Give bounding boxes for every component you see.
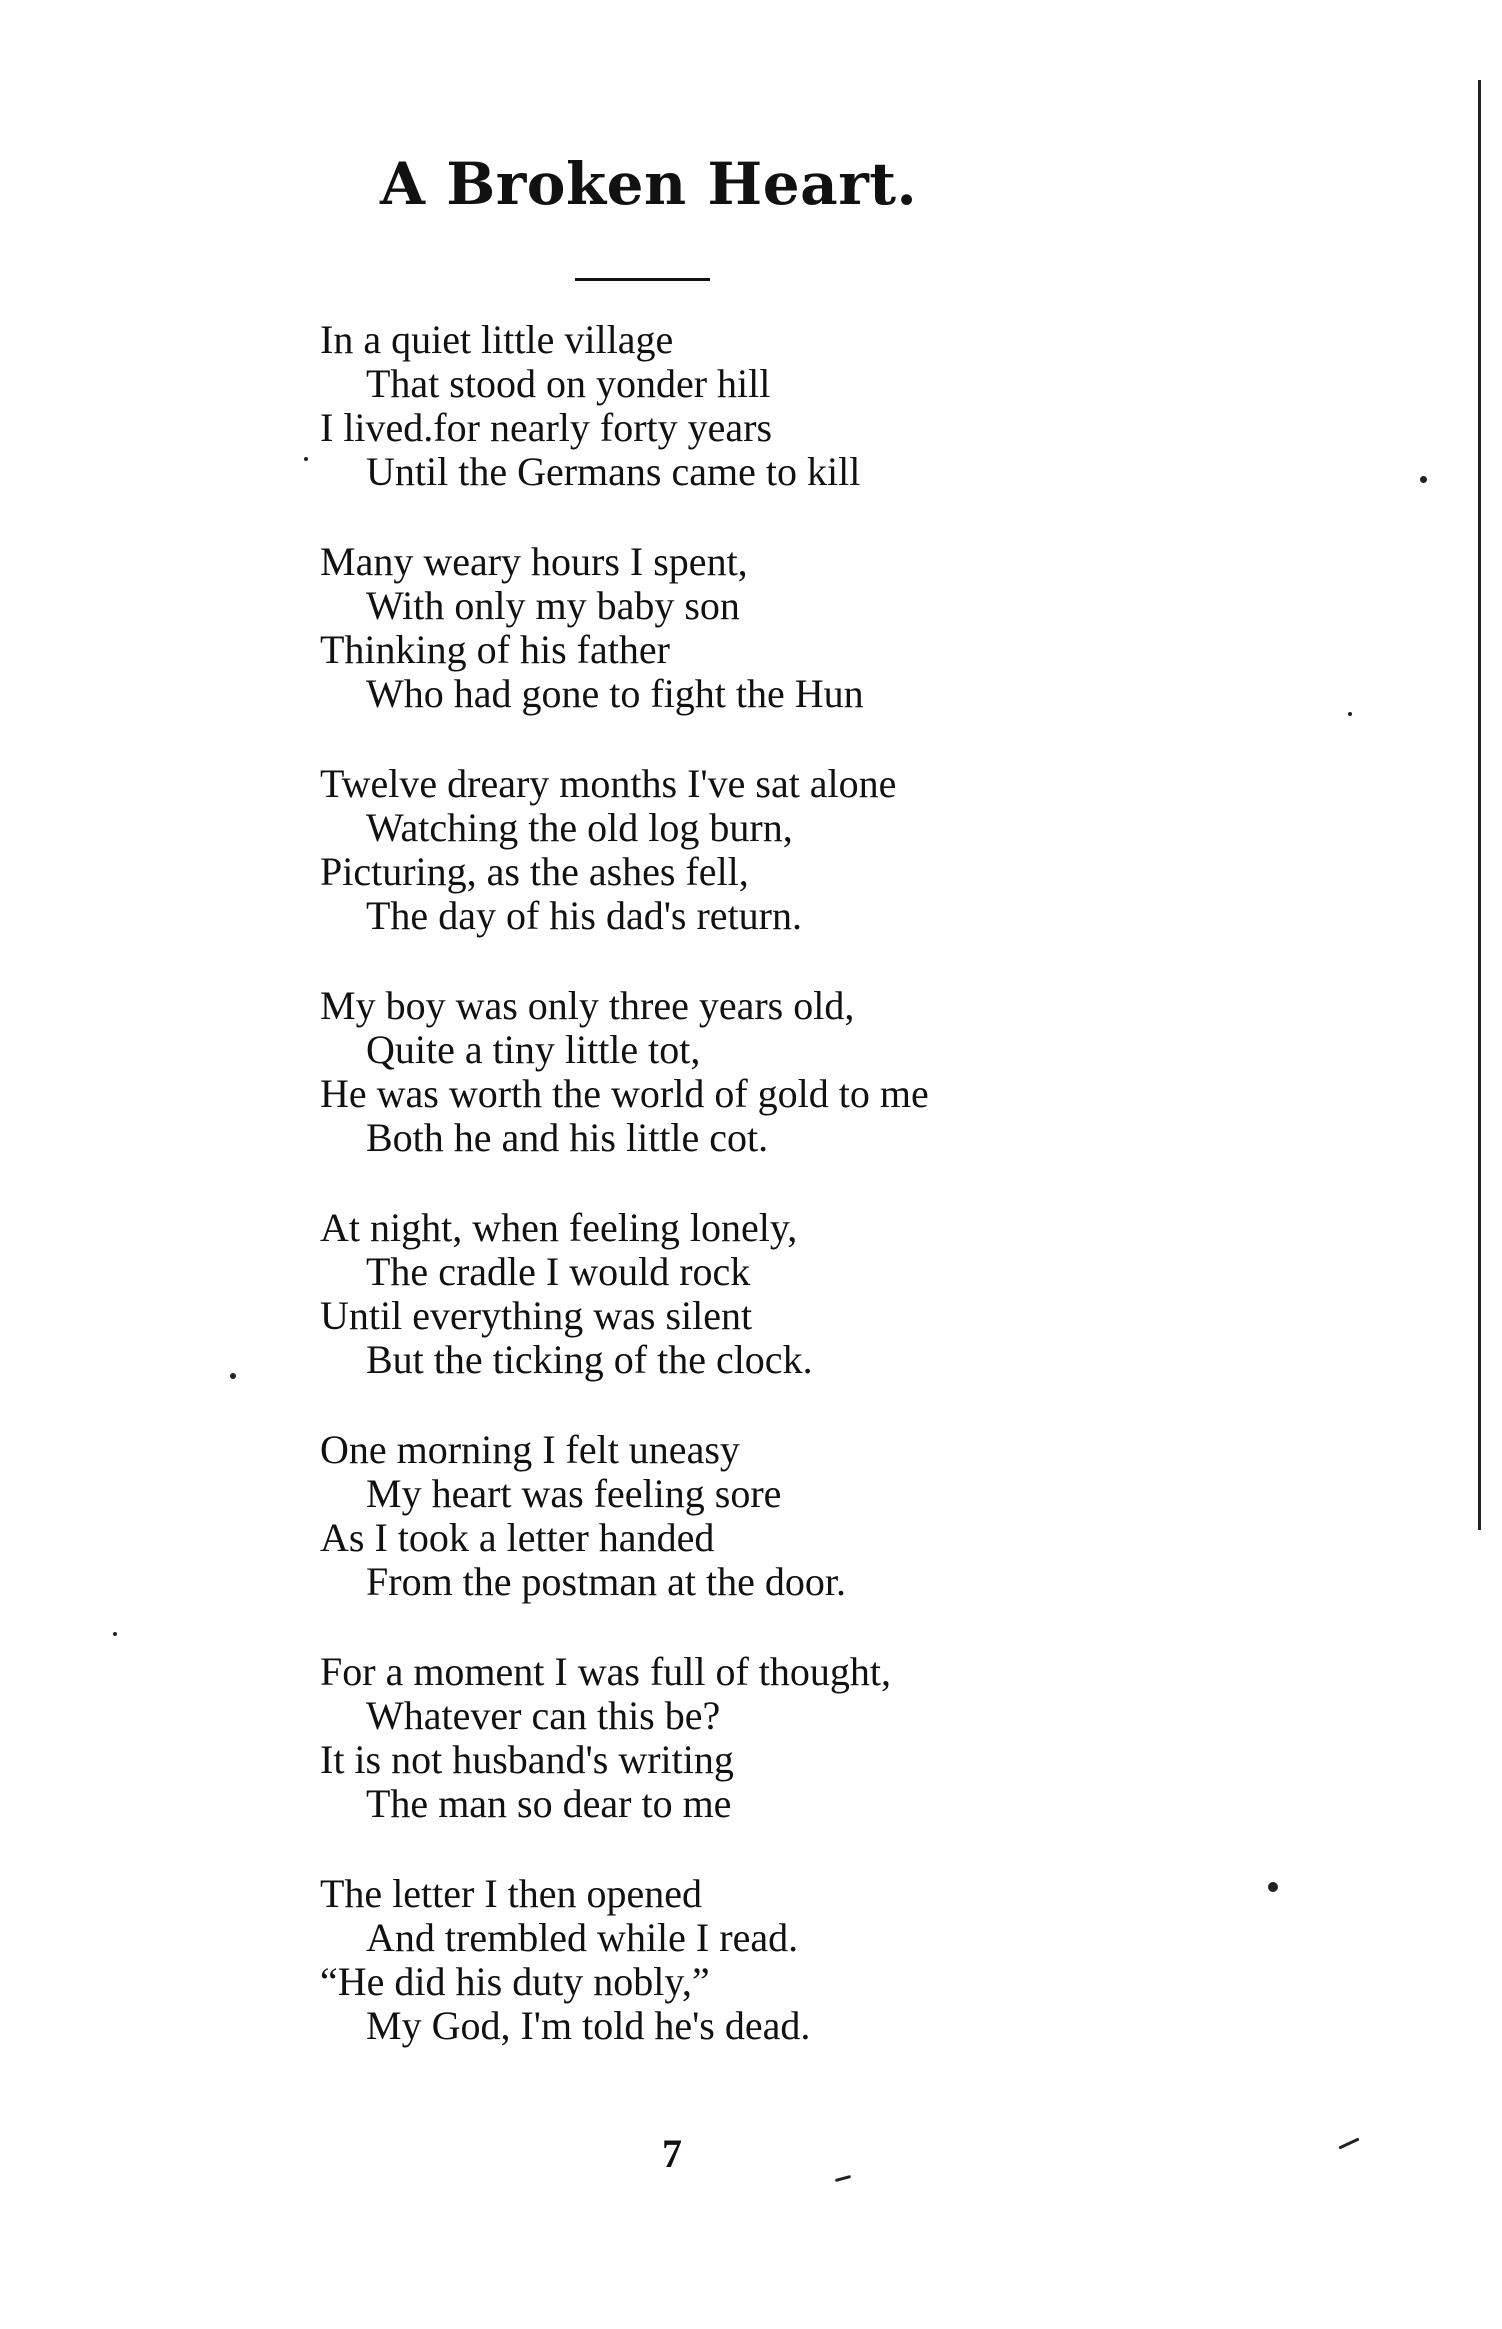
- poem-line: But the ticking of the clock.: [366, 1337, 813, 1382]
- poem-line: That stood on yonder hill: [366, 361, 771, 406]
- poem-line: The letter I then opened: [320, 1871, 703, 1916]
- poem-line: Thinking of his father: [320, 627, 670, 672]
- scan-speck: [113, 1632, 117, 1636]
- poem-line: Twelve dreary months I've sat alone: [320, 761, 897, 806]
- poem-title: A Broken Heart.: [380, 150, 918, 218]
- poem-line: Many weary hours I spent,: [320, 539, 748, 584]
- poem-line: Until the Germans came to kill: [366, 449, 861, 494]
- stanza: [320, 540, 1320, 716]
- poem-line: Until everything was silent: [320, 1293, 753, 1338]
- poem-line: The day of his dad's return.: [366, 893, 802, 938]
- scan-speck: [230, 1373, 236, 1379]
- poem-line: Picturing, as the ashes fell,: [320, 849, 749, 894]
- poem-line: From the postman at the door.: [366, 1559, 846, 1604]
- stanza: [320, 1650, 1320, 1826]
- poem-line: Quite a tiny little tot,: [366, 1027, 701, 1072]
- poem-line: As I took a letter handed: [320, 1515, 715, 1560]
- poem-line: It is not husband's writing: [320, 1737, 734, 1782]
- stanza: [320, 318, 1320, 494]
- poem-line: Who had gone to fight the Hun: [366, 671, 864, 716]
- stanza: [320, 762, 1320, 938]
- poem-line: And trembled while I read.: [366, 1915, 799, 1960]
- stanza: [320, 1872, 1320, 2048]
- stanza: [320, 984, 1320, 1160]
- poem-line: My heart was feeling sore: [366, 1471, 782, 1516]
- poem-line: For a moment I was full of thought,: [320, 1649, 892, 1694]
- poem-line: “He did his duty nobly,”: [320, 1959, 710, 2004]
- scan-speck: [1348, 712, 1352, 716]
- poem-line: In a quiet little village: [320, 317, 674, 362]
- stanza: [320, 1428, 1320, 1604]
- page-edge-rule: [1478, 80, 1481, 1530]
- poem-body: [320, 318, 1320, 2094]
- page-number: 7: [662, 2131, 682, 2176]
- poem-line: At night, when feeling lonely,: [320, 1205, 798, 1250]
- poem-line: He was worth the world of gold to me: [320, 1071, 929, 1116]
- poem-line: My God, I'm told he's dead.: [366, 2003, 811, 2048]
- scan-speck: [835, 2175, 851, 2182]
- poem-line: Both he and his little cot.: [366, 1115, 769, 1160]
- poem-line: My boy was only three years old,: [320, 983, 855, 1028]
- poem-line: One morning I felt uneasy: [320, 1427, 740, 1472]
- scan-speck: [1338, 2137, 1359, 2149]
- title-divider: [575, 278, 710, 281]
- poem-line: I lived.for nearly forty years: [320, 405, 773, 450]
- poem-line: The man so dear to me: [366, 1781, 732, 1826]
- poem-line: Watching the old log burn,: [366, 805, 793, 850]
- scan-speck: [1420, 476, 1427, 483]
- scan-speck: [304, 457, 308, 461]
- scan-speck: [1268, 1882, 1278, 1892]
- stanza: [320, 1206, 1320, 1382]
- poem-line: With only my baby son: [366, 583, 740, 628]
- poem-line: The cradle I would rock: [366, 1249, 751, 1294]
- poem-line: Whatever can this be?: [366, 1693, 721, 1738]
